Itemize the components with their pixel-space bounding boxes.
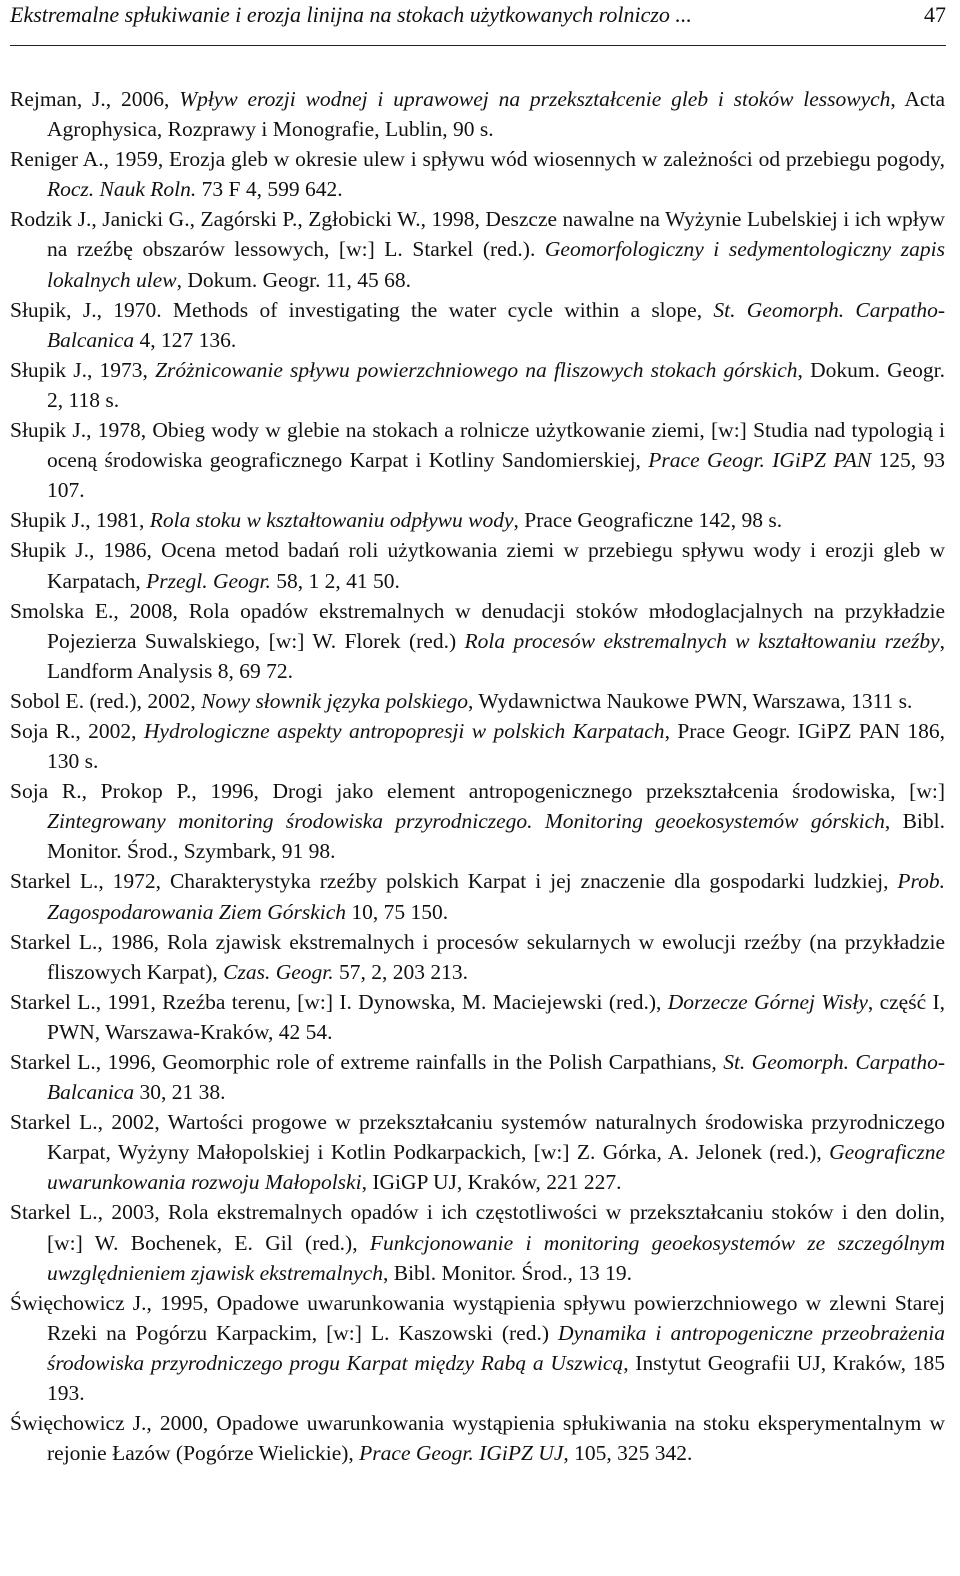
running-header — [10, 0, 946, 46]
reference-entry: Starkel L., 2003, Rola ekstremalnych opadów i ich częstotliwości w przekształcaniu stoków i den dolin, [w:] W. Bochenek, E. Gil (red.), Funkcjonowanie i monitoring geoekosystemów ze szczególnym uwzględnieniem zjawisk ekstremalnych, Bibl. Monitor. Środ., 13 19. — [10, 1200, 945, 1285]
reference-entry: Słupik J., 1986, Ocena metod badań roli użytkowania ziemi w przebiegu spływu wody i erozji gleb w Karpatach, Przegl. Geogr. 58, 1 2, 41 50. — [10, 538, 945, 593]
reference-entry: Starkel L., 1991, Rzeźba terenu, [w:] I. Dynowska, M. Maciejewski (red.), Dorzecze Górnej Wisły, część I, PWN, Warszawa-Kraków, 42 54. — [10, 989, 946, 1044]
reference-entry: Smolska E., 2008, Rola opadów ekstremalnych w denudacji stoków młodoglacjalnych na przykładzie Pojezierza Suwalskiego, [w:] W. Florek (red.) Rola procesów ekstremalnych w kształtowaniu rzeźby, Landform Analysis 8, 69 72. — [10, 598, 945, 683]
reference-list — [10, 84, 945, 1468]
reference-entry: Starkel L., 1996, Geomorphic role of extreme rainfalls in the Polish Carpathians, St. Geomorph. Carpatho-Balcanica 30, 21 38. — [10, 1050, 945, 1105]
reference-entry: Święchowicz J., 1995, Opadowe uwarunkowania wystąpienia spływu powierzchniowego w zlewni Starej Rzeki na Pogórzu Karpackim, [w:] L. Kaszowski (red.) Dynamika i antropogeniczne przeobrażenia środowiska przyrodniczego progu Karpat między Rabą a Uszwicą, Instytut Geografii UJ, Kraków, 185 193. — [10, 1290, 946, 1406]
reference-entry: Starkel L., 1972, Charakterystyka rzeźby polskich Karpat i jej znaczenie dla gospodarki ludzkiej, Prob. Zagospodarowania Ziem Górskich 10, 75 150. — [10, 869, 945, 924]
reference-entry: Soja R., Prokop P., 1996, Drogi jako element antropogenicznego przekształcenia środowiska, [w:] Zintegrowany monitoring środowiska przyrodniczego. Monitoring geoekosystemów górskich, Bibl. Monitor. Środ., Szymbark, 91 98. — [10, 779, 945, 864]
reference-entry: Rejman, J., 2006, Wpływ erozji wodnej i uprawowej na przekształcenie gleb i stoków lessowych, Acta Agrophysica, Rozprawy i Monografie, Lublin, 90 s. — [10, 87, 945, 142]
reference-entry: Rodzik J., Janicki G., Zagórski P., Zgłobicki W., 1998, Deszcze nawalne na Wyżynie Lubelskiej i ich wpływ na rzeźbę obszarów lessowych, [w:] L. Starkel (red.). Geomorfologiczny i sedymentologiczny zapis lokalnych ulew, Dokum. Geogr. 11, 45 68. — [10, 207, 945, 292]
reference-entry: Słupik J., 1973, Zróżnicowanie spływu powierzchniowego na fliszowych stokach górskich, Dokum. Geogr. 2, 118 s. — [10, 357, 946, 412]
reference-entry: Soja R., 2002, Hydrologiczne aspekty antropopresji w polskich Karpatach, Prace Geogr. IGiPZ PAN 186, 130 s. — [10, 718, 945, 774]
reference-entry: Reniger A., 1959, Erozja gleb w okresie ulew i spływu wód wiosennych w zależności od przebiegu pogody, Rocz. Nauk Roln. 73 F 4, 599 642. — [10, 147, 945, 202]
reference-entry: Starkel L., 1986, Rola zjawisk ekstremalnych i procesów sekularnych w ewolucji rzeźby (na przykładzie fliszowych Karpat), Czas. Geogr. 57, 2, 203 213. — [10, 929, 945, 984]
page-number: 47 — [924, 2, 946, 27]
reference-entry: Sobol E. (red.), 2002, Nowy słownik języka polskiego, Wydawnictwa Naukowe PWN, Warszawa, 1311 s. — [10, 688, 913, 713]
reference-entry: Starkel L., 2002, Wartości progowe w przekształcaniu systemów naturalnych środowiska przyrodniczego Karpat, Wyżyny Małopolskiej i Kotlin Podkarpackich, [w:] Z. Górka, A. Jelonek (red.), Geograficzne uwarunkowania rozwoju Małopolski, IGiGP UJ, Kraków, 221 227. — [10, 1110, 945, 1195]
reference-entry: Słupik, J., 1970. Methods of investigating the water cycle within a slope, St. Geomorph. Carpatho-Balcanica 4, 127 136. — [10, 297, 945, 352]
reference-entry: Słupik J., 1981, Rola stoku w kształtowaniu odpływu wody, Prace Geograficzne 142, 98 s. — [10, 508, 783, 533]
reference-entry: Słupik J., 1978, Obieg wody w glebie na stokach a rolnicze użytkowanie ziemi, [w:] Studia nad typologią i oceną środowiska geograficznego Karpat i Kotliny Sandomierskiej, Prace Geogr. IGiPZ PAN 125, 93 107. — [10, 418, 946, 503]
running-title: Ekstremalne spłukiwanie i erozja linijna na stokach użytkowanych rolniczo ... — [10, 2, 692, 27]
reference-entry: Święchowicz J., 2000, Opadowe uwarunkowania wystąpienia spłukiwania na stoku eksperymentalnym w rejonie Łazów (Pogórze Wielickie), Prace Geogr. IGiPZ UJ, 105, 325 342. — [10, 1411, 945, 1466]
